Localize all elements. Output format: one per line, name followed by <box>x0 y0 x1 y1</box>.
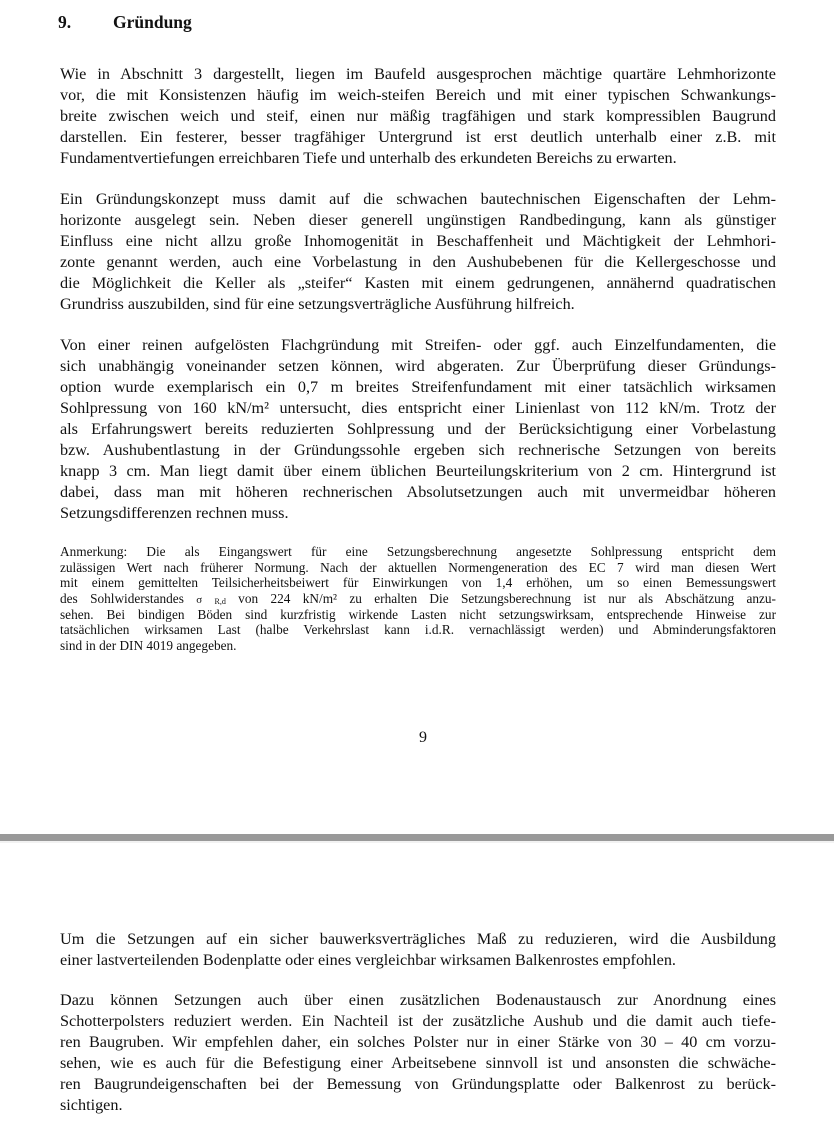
text-line: sehen, wie es auch für die Befestigung einer Arbeitsebene sinnvoll ist und ansonsten die schwäche- <box>60 1054 776 1072</box>
note-text: von 224 kN/m² zu erhalten Die Setzungsberechnung ist nur als Abschätzung anzu- <box>225 591 776 607</box>
text-line: Wie in Abschnitt 3 dargestellt, liegen im Baufeld ausgesprochen mächtige quartäre Lehmhorizonte <box>60 65 776 83</box>
text-line: ren Baugrundeigenschaften bei der Bemessung von Gründungsplatte oder Balkenrost zu berück- <box>60 1075 776 1093</box>
text-line: sichtigen. <box>60 1096 123 1114</box>
text-line: horizonte ausgelegt sein. Neben dieser generell ungünstigen Randbedingung, kann als günstiger <box>60 211 776 229</box>
text-line: einer lastverteilenden Bodenplatte oder eines vergleichbar wirksamen Balkenrostes empfohlen. <box>60 951 676 969</box>
note-text: des Sohlwiderstandes <box>60 591 197 607</box>
document-page-10 <box>0 843 834 1125</box>
paragraph-1 <box>60 64 776 169</box>
text-line: option wurde exemplarisch ein 0,7 m breites Streifenfundament mit einer tatsächlich wirksamen <box>60 378 776 396</box>
page-separator <box>0 834 834 841</box>
text-line: sich unabhängig voneinander setzen können, wird abgeraten. Zur Überprüfung dieser Gründungs- <box>60 357 776 375</box>
text-line: Von einer reinen aufgelösten Flachgründung mit Streifen- oder ggf. auch Einzelfundamenten, die <box>60 336 776 354</box>
paragraph-4 <box>60 929 776 971</box>
text-line: Schotterpolsters reduziert werden. Ein Nachteil ist der zusätzliche Aushub und die damit auch tiefe- <box>60 1012 776 1030</box>
paragraph-3 <box>60 335 776 524</box>
text-line: vor, die mit Konsistenzen häufig im weich-steifen Bereich und mit einer typischen Schwankungs- <box>60 86 776 104</box>
text-line: bzw. Aushubentlastung in der Gründungssohle ergeben sich rechnerische Setzungen von bereits <box>60 441 776 459</box>
text-line: die Möglichkeit die Keller als „steifer“ Kasten mit einem gedrungenen, annähernd quadratischen <box>60 274 776 292</box>
sigma-subscript: R,d <box>214 597 226 607</box>
text-line: knapp 3 cm. Man liegt damit über einem üblichen Beurteilungskriterium von 2 cm. Hintergrund ist <box>60 462 776 480</box>
text-line: Grundriss auszubilden, sind für eine setzungsverträgliche Ausführung hilfreich. <box>60 295 575 313</box>
text-line: Fundamentvertiefungen erreichbaren Tiefe und unterhalb des erkundeten Bereichs zu erwarten. <box>60 149 677 167</box>
text-line: als Erfahrungswert bereits reduzierten Sohlpressung und der Berücksichtigung einer Vorbelastung <box>60 420 776 438</box>
text-line: zonte genannt werden, auch eine Vorbelastung in den Aushubebenen für die Kellergeschosse und <box>60 253 776 271</box>
text-line: darstellen. Ein festerer, besser tragfähiger Untergrund ist erst deutlich unterhalb einer z.B. mit <box>60 128 776 146</box>
text-line: Um die Setzungen auf ein sicher bauwerksverträgliches Maß zu reduzieren, wird die Ausbildung <box>60 930 776 948</box>
note-line: zulässigen Wert nach früherer Normung. Nach der aktuellen Normengeneration des EC 7 wird man diesen Wert <box>60 559 776 575</box>
text-line: breite zwischen weich und steif, einen nur mäßig tragfähigen und stark kompressiblen Baugrund <box>60 107 776 125</box>
text-line: Dazu können Setzungen auch über einen zusätzlichen Bodenaustausch zur Anordnung eines <box>60 991 776 1009</box>
note-line: sehen. Bei bindigen Böden sind kurzfristig wirkende Lasten nicht setzungswirksam, entsprechende Hinweise zur <box>60 606 776 622</box>
section-number: 9. <box>58 12 72 32</box>
text-line: ren Baugruben. Wir empfehlen daher, ein solches Polster nur in einer Stärke von 30 – 40 cm vorzu- <box>60 1033 776 1051</box>
text-line: Ein Gründungskonzept muss damit auf die schwachen bautechnischen Eigenschaften der Lehm- <box>60 190 776 208</box>
note-line: tatsächlichen wirksamen Last (halbe Verkehrslast kann i.d.R. vernachlässigt werden) und Abminderungsfaktoren <box>60 622 776 638</box>
text-line: Einfluss eine nicht allzu große Inhomogenität in Beschaffenheit und Mächtigkeit der Lehmhori- <box>60 232 776 250</box>
note-line: Anmerkung: Die als Eingangswert für eine Setzungsberechnung angesetzte Sohlpressung entspricht dem <box>60 544 776 559</box>
text-line: Sohlpressung von 160 kN/m² untersucht, dies entspricht einer Linienlast von 112 kN/m. Trotz der <box>60 399 776 417</box>
section-title: Gründung <box>113 12 192 32</box>
sigma-symbol: σ <box>196 594 203 607</box>
paragraph-2 <box>60 189 776 315</box>
annotation-note <box>60 544 776 654</box>
note-line: mit einem gemittelten Teilsicherheitsbeiwert für Einwirkungen von 1,4 erhöhen, um so einen Bemessungswert <box>60 575 776 591</box>
note-line: sind in der DIN 4019 angegeben. <box>60 638 237 654</box>
note-line-formula <box>60 591 776 607</box>
page-number: 9 <box>419 729 427 746</box>
paragraph-5 <box>60 990 776 1116</box>
text-line: dabei, dass man mit höheren rechnerischen Absolutsetzungen auch mit unvermeidbar höheren <box>60 483 776 501</box>
text-line: Setzungsdifferenzen rechnen muss. <box>60 504 289 522</box>
